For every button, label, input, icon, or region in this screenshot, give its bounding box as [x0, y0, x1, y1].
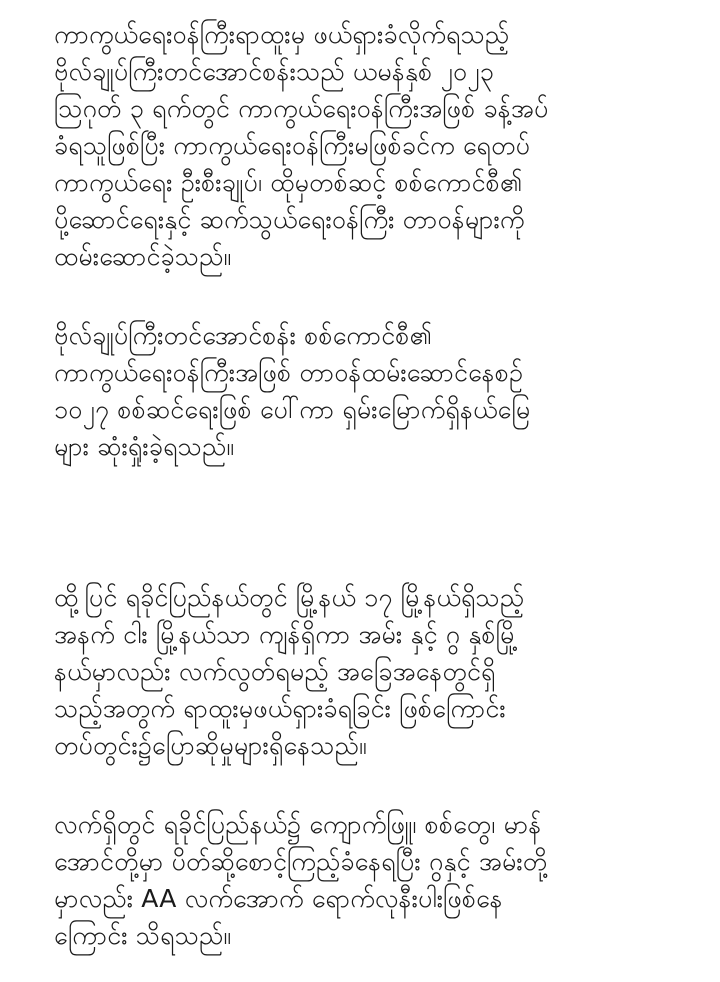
paragraph-3-line: ထို့ပြင် ရခိုင်ပြည်နယ်တွင် မြို့နယ် ၁၇ မြို့နယ်ရှိသည့် [54, 583, 525, 612]
paragraph-1 [54, 16, 680, 275]
paragraph-2-line: များ ဆုံးရှုံးခဲ့ရသည်။ [54, 432, 235, 461]
paragraph-spacer [54, 275, 680, 317]
paragraph-spacer [54, 465, 680, 579]
paragraph-2-line: ကာကွယ်ရေးဝန်ကြီးအဖြစ် တာဝန်ထမ်းဆောင်နေစဉ် [54, 358, 524, 387]
paragraph-4 [54, 806, 680, 954]
paragraph-2 [54, 317, 680, 465]
paragraph-1-line: ဩဂုတ် ၃ ရက်တွင် ကာကွယ်ရေးဝန်ကြီးအဖြစ် ခန့်အပ် [54, 94, 549, 123]
paragraph-spacer [54, 764, 680, 806]
paragraph-4-line: ကြောင်း သိရသည်။ [54, 921, 232, 950]
paragraph-4-line: မှာလည်း AA လက်အောက် ရောက်လုနီးပါးဖြစ်နေ [54, 884, 503, 913]
paragraph-1-line: ကာကွယ်ရေးဝန်ကြီးရာထူးမှ ဖယ်ရှားခံလိုက်ရသည့် [54, 20, 510, 49]
paragraph-2-line: ၁၀၂၇ စစ်ဆင်ရေးဖြစ် ပေါ်ကာ ရှမ်းမြောက်ရှိနယ်မြေ [54, 395, 531, 424]
paragraph-4-line: အောင်တို့မှာ ပိတ်ဆို့စောင့်ကြည့်ခံနေရပြီး ဂွနှင့် အမ်းတို့ [54, 847, 548, 876]
paragraph-2-line: ဗိုလ်ချုပ်ကြီးတင်အောင်စန်း စစ်ကောင်စီ၏ [54, 321, 433, 350]
paragraph-1-line: ဗိုလ်ချုပ်ကြီးတင်အောင်စန်းသည် ယမန်နှစ် ၂၀၂၃ [54, 57, 495, 86]
paragraph-3-line: သည့်အတွက် ရာထူးမှဖယ်ရှားခံရခြင်း ဖြစ်ကြောင်း [54, 694, 506, 723]
paragraph-3-line: တပ်တွင်း၌ပြောဆိုမှုများရှိနေသည်။ [54, 731, 367, 760]
paragraph-3-line: နယ်မှာလည်း လက်လွတ်ရမည့် အခြေအနေတွင်ရှိ [54, 657, 496, 686]
paragraph-1-line: ကာကွယ်ရေး ဦးစီးချုပ်၊ ထိုမှတစ်ဆင့် စစ်ကောင်စီ၏ [54, 168, 523, 197]
paragraph-1-line: ထမ်းဆောင်ခဲ့သည်။ [54, 242, 232, 271]
paragraph-1-line: ခံရသူဖြစ်ပြီး ကာကွယ်ရေးဝန်ကြီးမဖြစ်ခင်က ရေတပ် [54, 131, 531, 160]
paragraph-3-line: အနက် ငါး မြို့နယ်သာ ကျန်ရှိကာ အမ်း နှင့် ဂွ နှစ်မြို့ [54, 620, 519, 649]
paragraph-4-line: လက်ရှိတွင် ရခိုင်ပြည်နယ်၌ ကျောက်ဖြူ၊ စစ်တွေ၊ မာန် [54, 810, 542, 839]
paragraph-3 [54, 579, 680, 764]
paragraph-1-line: ပို့ဆောင်ရေးနှင့် ဆက်သွယ်ရေးဝန်ကြီး တာဝန်များကို [54, 205, 525, 234]
